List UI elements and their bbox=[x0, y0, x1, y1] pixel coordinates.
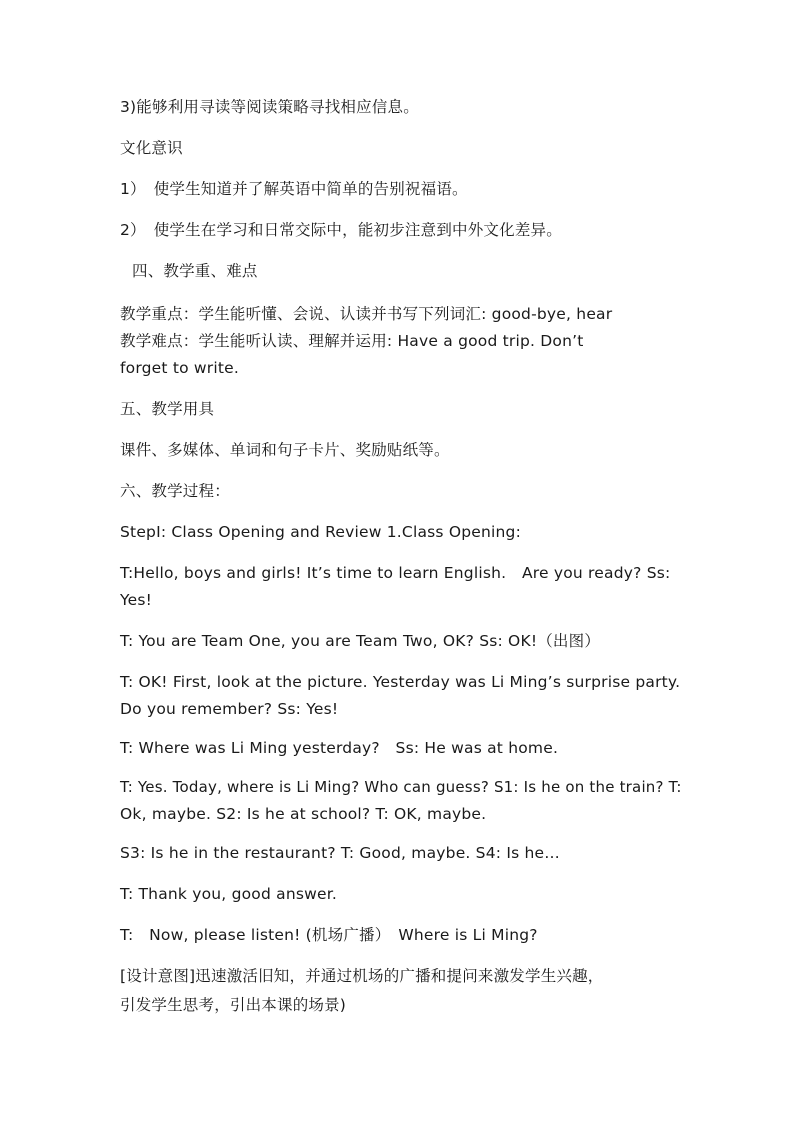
tools-line: 课件、多媒体、单词和句子卡片、奖励贴纸等。 bbox=[120, 441, 450, 459]
dialogue-line-5: T: Yes. Today, where is Li Ming? Who can guess? S1: Is he on the train? T: bbox=[120, 778, 682, 796]
dialogue-line-7: T: Thank you, good answer. bbox=[120, 885, 338, 903]
dialogue-line-6: S3: Is he in the restaurant? T: Good, maybe. S4: Is he… bbox=[120, 844, 560, 862]
section-heading-culture: 文化意识 bbox=[120, 139, 183, 157]
dialogue-line-3: T: OK! First, look at the picture. Yesterday was Li Ming’s surprise party. bbox=[120, 673, 681, 691]
key-point-line: 教学重点：学生能听懂、会说、认读并书写下列词汇: good-bye, hear bbox=[120, 305, 613, 323]
dialogue-line-1: T:Hello, boys and girls! It’s time to learn English. Are you ready? Ss: bbox=[120, 564, 671, 582]
dialogue-line-4: T: Where was Li Ming yesterday? Ss: He was at home. bbox=[120, 739, 559, 757]
culture-item-2: 2） 使学生在学习和日常交际中，能初步注意到中外文化差异。 bbox=[120, 221, 562, 239]
step-1-heading: StepI: Class Opening and Review 1.Class Opening: bbox=[120, 523, 522, 541]
section-heading-key-points: 四、教学重、难点 bbox=[132, 262, 258, 280]
culture-item-1: 1） 使学生知道并了解英语中简单的告别祝福语。 bbox=[120, 180, 468, 198]
section-heading-tools: 五、教学用具 bbox=[120, 400, 215, 418]
dialogue-line-2: T: You are Team One, you are Team Two, OK? Ss: OK!（出图） bbox=[120, 632, 601, 650]
design-intent-line-cont: 引发学生思考，引出本课的场景) bbox=[120, 996, 347, 1014]
section-heading-process: 六、教学过程： bbox=[120, 482, 230, 500]
dialogue-line-3-cont: Do you remember? Ss: Yes! bbox=[120, 700, 339, 718]
dialogue-line-8: T: Now, please listen! (机场广播） Where is Li Ming? bbox=[120, 926, 538, 944]
design-intent-line: [设计意图]迅速激活旧知，并通过机场的广播和提问来激发学生兴趣， bbox=[120, 967, 604, 985]
difficult-point-line: 教学难点：学生能听认读、理解并运用: Have a good trip. Don’t bbox=[120, 332, 584, 350]
difficult-point-line-cont: forget to write. bbox=[120, 359, 240, 377]
objective-line-3: 3)能够利用寻读等阅读策略寻找相应信息。 bbox=[120, 98, 419, 116]
dialogue-line-5-cont: Ok, maybe. S2: Is he at school? T: OK, maybe. bbox=[120, 805, 487, 823]
dialogue-line-1-cont: Yes! bbox=[120, 591, 153, 609]
